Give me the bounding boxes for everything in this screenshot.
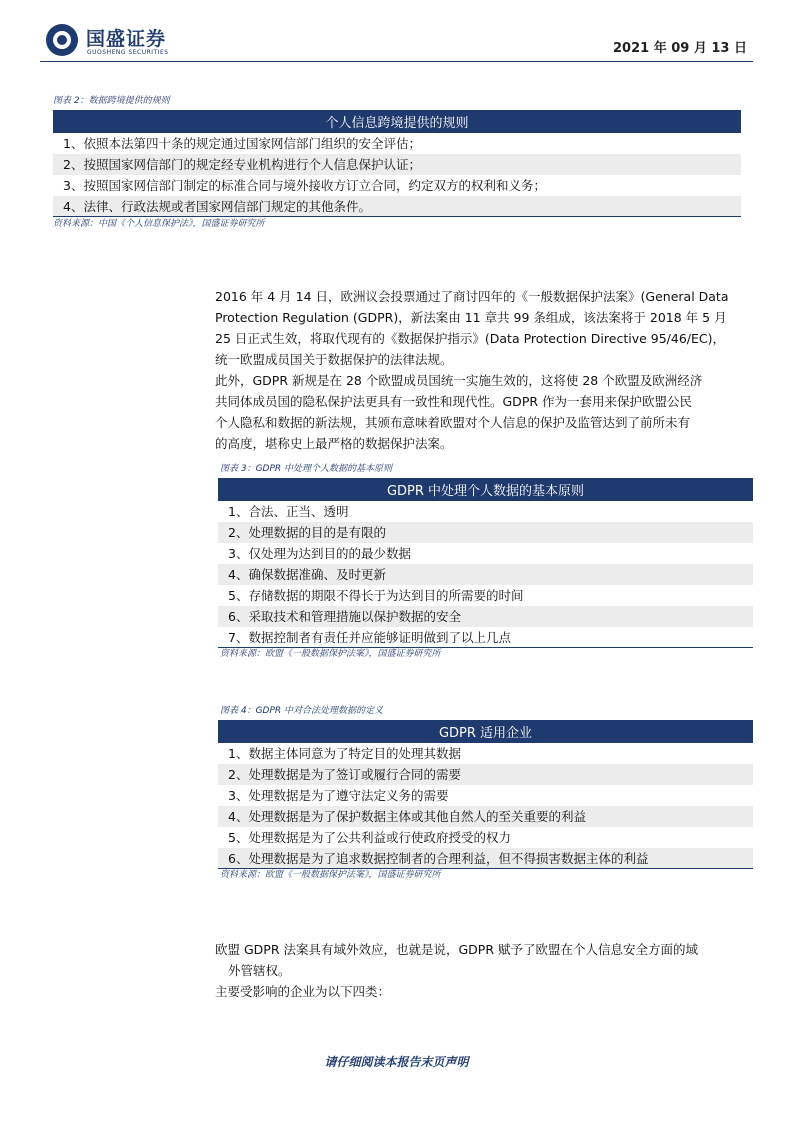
table-row <box>218 848 753 869</box>
table-row <box>53 154 741 175</box>
table-cell: 3、按照国家网信部门制定的标准合同与境外接收方订立合同，约定双方的权利和义务； <box>63 178 546 193</box>
figure3-table <box>218 478 753 648</box>
table-cell: 6、采取技术和管理措施以保护数据的安全 <box>218 606 753 627</box>
text-line: 25 日正式生效，将取代现有的《数据保护指示》(Data Protection Directive 95/46/EC)， <box>215 331 725 346</box>
logo-name-cn: 国盛证券 <box>86 28 167 50</box>
text-line: 统一欧盟成员国关于数据保护的法律法规。 <box>215 352 453 367</box>
table-row <box>218 764 753 785</box>
table-header-row <box>53 111 741 133</box>
table-row <box>218 522 753 543</box>
figure3-source: 资料来源：欧盟《一般数据保护法案》，国盛证券研究所 <box>220 649 441 659</box>
text-line: 个人隐私和数据的新法规，其颁布意味着欧盟对个人信息的保护及监管达到了前所未有 <box>215 415 691 430</box>
table-header-row <box>218 479 753 501</box>
table-cell: 1、数据主体同意为了特定目的处理其数据 <box>228 746 461 761</box>
table-cell: 1、依照本法第四十条的规定通过国家网信部门组织的安全评估； <box>63 136 421 151</box>
figure2-header: 个人信息跨境提供的规则 <box>53 111 741 133</box>
table-cell: 5、处理数据是为了公共利益或行使政府授受的权力 <box>228 830 511 845</box>
text-line: 共同体成员国的隐私保护法更具有一致性和现代性。GDPR 作为一套用来保护欧盟公民 <box>215 394 693 409</box>
table-row <box>218 585 753 606</box>
body-paragraph-1 <box>215 286 753 454</box>
table-row <box>218 827 753 848</box>
body-paragraph-2 <box>215 939 753 1002</box>
table-header-row <box>218 721 753 743</box>
table-cell: 1、合法、正当、透明 <box>228 504 349 519</box>
text-line: 2016 年 4 月 14 日，欧洲议会投票通过了商讨四年的《一般数据保护法案》(General Data <box>215 289 729 304</box>
table-cell: 2、处理数据的目的是有限的 <box>218 522 753 543</box>
text-line: 欧盟 GDPR 法案具有域外效应，也就是说，GDPR 赋予了欧盟在个人信息安全方面的域 <box>215 942 698 957</box>
figure2-title: 图表 2：数据跨境提供的规则 <box>53 96 170 106</box>
table-row <box>218 627 753 648</box>
table-row <box>53 196 741 217</box>
page-header <box>40 20 753 62</box>
text-line: 外管辖权。 <box>228 963 291 978</box>
logo-icon <box>46 24 78 56</box>
table-cell: 2、处理数据是为了签订或履行合同的需要 <box>218 764 753 785</box>
table-row <box>218 806 753 827</box>
company-logo <box>46 22 196 58</box>
figure4-source: 资料来源：欧盟《一般数据保护法案》，国盛证券研究所 <box>220 870 441 880</box>
table-cell: 6、处理数据是为了追求数据控制者的合理利益，但不得损害数据主体的利益 <box>218 848 753 869</box>
table-cell: 3、仅处理为达到目的的最少数据 <box>228 546 411 561</box>
figure4-title: 图表 4：GDPR 中对合法处理数据的定义 <box>220 706 384 716</box>
table-cell: 4、处理数据是为了保护数据主体或其他自然人的至关重要的利益 <box>218 806 753 827</box>
table-cell: 5、存储数据的期限不得长于为达到目的所需要的时间 <box>228 588 524 603</box>
figure4-table <box>218 720 753 869</box>
table-row <box>218 743 753 764</box>
table-cell: 3、处理数据是为了遵守法定义务的需要 <box>228 788 449 803</box>
table-row <box>53 175 741 196</box>
logo-name-en: GUOSHENG SECURITIES <box>87 49 169 56</box>
table-row <box>218 785 753 806</box>
table-cell: 4、法律、行政法规或者国家网信部门规定的其他条件。 <box>53 196 741 217</box>
page-footer: 请仔细阅读本报告末页声明 <box>324 1055 469 1069</box>
figure2-source: 资料来源：中国《个人信息保护法》，国盛证券研究所 <box>53 219 265 229</box>
report-date: 2021 年 09 月 13 日 <box>613 41 747 56</box>
table-row <box>218 501 753 522</box>
figure2-table <box>53 110 741 217</box>
table-row <box>53 133 741 154</box>
text-line: 主要受影响的企业为以下四类： <box>215 984 391 999</box>
text-line: 此外，GDPR 新规是在 28 个欧盟成员国统一实施生效的，这将使 28 个欧盟及欧洲经济 <box>215 373 703 388</box>
text-line: Protection Regulation (GDPR)，新法案由 11 章共 99 条组成，该法案将于 2018 年 5 月 <box>215 310 727 325</box>
text-line: 的高度，堪称史上最严格的数据保护法案。 <box>215 436 453 451</box>
table-row <box>218 606 753 627</box>
table-cell: 4、确保数据准确、及时更新 <box>218 564 753 585</box>
figure4-header: GDPR 适用企业 <box>218 721 753 743</box>
figure3-header: GDPR 中处理个人数据的基本原则 <box>218 479 753 501</box>
table-row <box>218 543 753 564</box>
table-cell: 7、数据控制者有责任并应能够证明做到了以上几点 <box>218 627 753 648</box>
table-row <box>218 564 753 585</box>
table-cell: 2、按照国家网信部门的规定经专业机构进行个人信息保护认证； <box>53 154 741 175</box>
figure3-title: 图表 3：GDPR 中处理个人数据的基本原则 <box>220 464 393 474</box>
